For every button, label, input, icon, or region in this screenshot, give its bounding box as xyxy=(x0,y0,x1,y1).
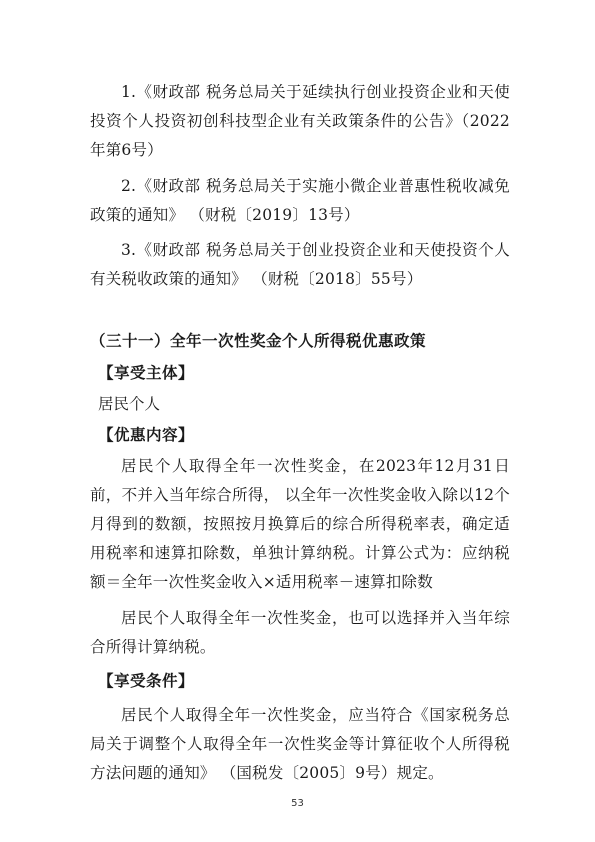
page-number: 53 xyxy=(291,798,304,809)
subject-text: 居民个人 xyxy=(98,395,161,413)
condition-label: 【享受条件】 xyxy=(98,672,195,690)
content-paragraph-1: 居民个人取得全年一次性奖金，在2023年12月31日前，不并入当年综合所得， 以全年一次性奖金收入除以12个月得到的数额，按照按月换算后的综合所得税率表，确定适用税率和速算扣除数，单独计算纳税。计算公式为：应纳税额＝全年一次性奖金收入×适用税率－速算扣除数 xyxy=(90,457,510,591)
content-paragraph-2: 居民个人取得全年一次性奖金，也可以选择并入当年综合所得计算纳税。 xyxy=(90,609,510,656)
reference-item-3: 3.《财政部 税务总局关于创业投资企业和天使投资个人有关税收政策的通知》 （财税〔2018〕55号） xyxy=(90,241,510,288)
content-label: 【优惠内容】 xyxy=(98,426,195,444)
section-title: （三十一）全年一次性奖金个人所得税优惠政策 xyxy=(90,332,427,350)
subject-label: 【享受主体】 xyxy=(98,364,195,382)
condition-text: 居民个人取得全年一次性奖金，应当符合《国家税务总局关于调整个人取得全年一次性奖金等计算征收个人所得税方法问题的通知》 （国税发〔2005〕9号）规定。 xyxy=(90,706,510,782)
reference-item-2: 2.《财政部 税务总局关于实施小微企业普惠性税收减免政策的通知》 （财税〔2019〕13号） xyxy=(90,177,510,224)
reference-item-1: 1.《财政部 税务总局关于延续执行创业投资企业和天使投资个人投资初创科技型企业有关政策条件的公告》（2022年第6号） xyxy=(90,83,510,159)
